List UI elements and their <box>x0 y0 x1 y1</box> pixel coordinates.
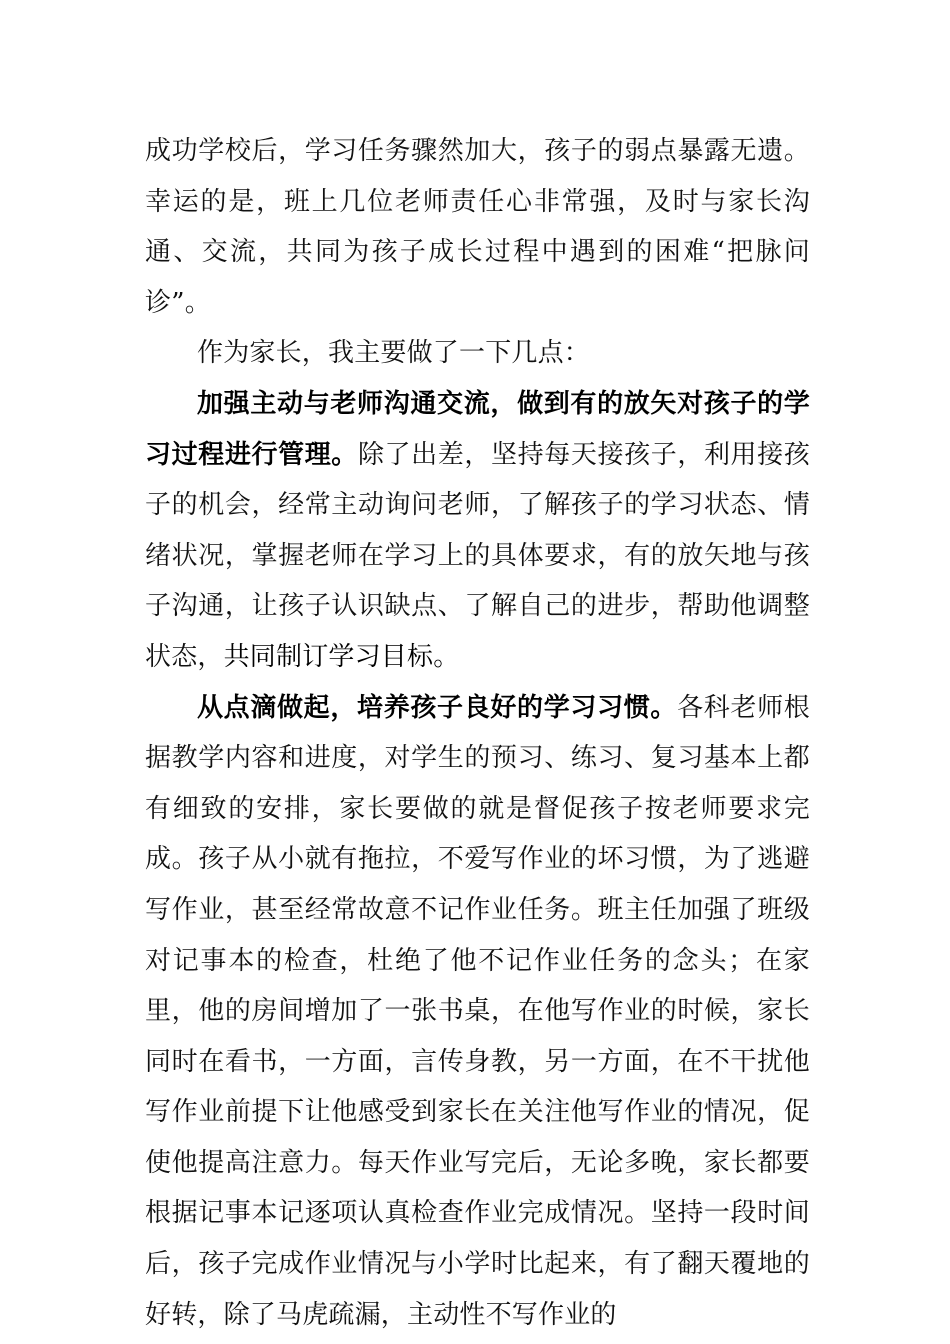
document-body <box>145 126 810 1340</box>
paragraph-communication <box>145 379 810 683</box>
paragraph-3-heading: 加强主动与老师沟通交流，做到有的放矢对孩子的学习过程进行管理。 <box>145 388 810 470</box>
paragraph-continuation <box>145 126 810 328</box>
paragraph-3-text: 除了出差，坚持每天接孩子，利用接孩子的机会，经常主动询问老师，了解孩子的学习状态、情绪状况，掌握老师在学习上的具体要求，有的放矢地与孩子沟通，让孩子认识缺点、了解自己的进步，帮助他调整状态， <box>145 439 810 672</box>
paragraph-2-text: 作为家长，我主要做了一下几点： <box>197 338 591 369</box>
paragraph-1-text: 成功学校后，学习任务骤然加大，孩子的弱点暴露无遗。幸运的是，班上几位老师责任心非常强，及时与家长沟通、交流，共同为孩子成长过程中遇到的困难“把脉问诊”。 <box>145 136 810 318</box>
paragraph-4-heading: 从点滴做起，培养孩子良好的学习习惯。 <box>197 692 678 723</box>
paragraph-3-emphasis: 共同制订学习目标。 <box>223 641 460 672</box>
paragraph-habits <box>145 683 810 1341</box>
paragraph-4-text: 各科老师根据教学内容和进度，对学生的预习、练习、复习基本上都有细致的安排，家长要做的就是督促孩子按老师要求完成。孩子从小就有拖拉，不爱写作业的坏习惯，为了逃避写作业，甚至经常故意不记作业任务。班主任加强了班级对记事本的检查，杜绝了他不记作业任务的念头；在家里，他的房间增加了一张书桌，在他写作业的时候，家长同时在看书，一方面，言传身教，另一方面，在不干扰他写作业前提下让他感受到家长在关注他写作业的情况，促使他提高注意力。每天作业写完后，无论多晚，家长都要根据记事本记逐项认真检查作业完成情况。坚持一段时间后，孩子完成作业情况与小学时比起来，有了翻天覆地的好转，除了马虎疏漏，主动性不写作业的 <box>145 692 810 1330</box>
paragraph-intro <box>145 328 810 379</box>
